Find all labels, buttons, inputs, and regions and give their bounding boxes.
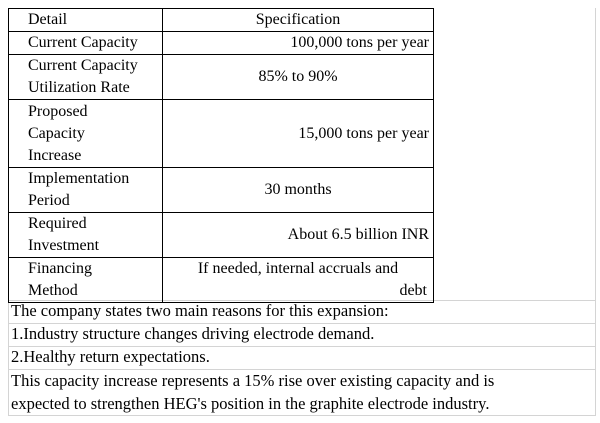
notes-intro: The company states two main reasons for this expansion: (11, 301, 389, 320)
notes-section (8, 300, 596, 415)
detail-line: Method (28, 282, 78, 299)
spec-cell: 15,000 tons per year (163, 100, 434, 168)
table-row (9, 55, 434, 100)
detail-line: Proposed (28, 102, 88, 120)
table-row (9, 168, 434, 213)
table-row (9, 100, 434, 168)
header-specification: Specification (163, 9, 434, 32)
table-row (9, 32, 434, 55)
spec-line: If needed, internal accruals and (197, 260, 399, 277)
table-row (9, 213, 434, 258)
detail-cell (9, 100, 163, 168)
spec-cell: 85% to 90% (163, 55, 434, 100)
spec-line: debt (399, 282, 427, 299)
spec-cell: 100,000 tons per year (163, 32, 434, 55)
spec-cell: About 6.5 billion INR (163, 213, 434, 258)
detail-line: Investment (28, 237, 100, 254)
table-header-row (9, 9, 434, 32)
detail-line: Increase (28, 146, 82, 164)
detail-cell (9, 168, 163, 213)
detail-line: Implementation (28, 170, 130, 187)
detail-cell (9, 55, 163, 100)
notes-reason-1: 1.Industry structure changes driving electrode demand. (11, 324, 375, 343)
notes-reason-2: 2.Healthy return expectations. (11, 347, 210, 366)
detail-cell (9, 258, 163, 303)
detail-line: Capacity (28, 124, 85, 142)
spec-cell: 30 months (163, 168, 434, 213)
detail-line: Utilization Rate (28, 79, 130, 96)
specification-table (8, 8, 434, 303)
summary-line: This capacity increase represents a 15% rise over existing capacity and is (11, 371, 495, 390)
detail-line: Current Capacity (28, 57, 138, 74)
detail-line: Required (28, 215, 87, 232)
notes-summary (8, 369, 596, 415)
summary-line: expected to strengthen HEG's position in the graphite electrode industry. (11, 394, 490, 413)
detail-cell (9, 213, 163, 258)
detail-cell: Current Capacity (9, 32, 163, 55)
table-row (9, 258, 434, 303)
gridline (8, 415, 596, 416)
detail-line: Period (28, 192, 70, 209)
spec-cell (163, 258, 434, 303)
header-detail: Detail (9, 9, 163, 32)
detail-line: Financing (28, 260, 92, 277)
